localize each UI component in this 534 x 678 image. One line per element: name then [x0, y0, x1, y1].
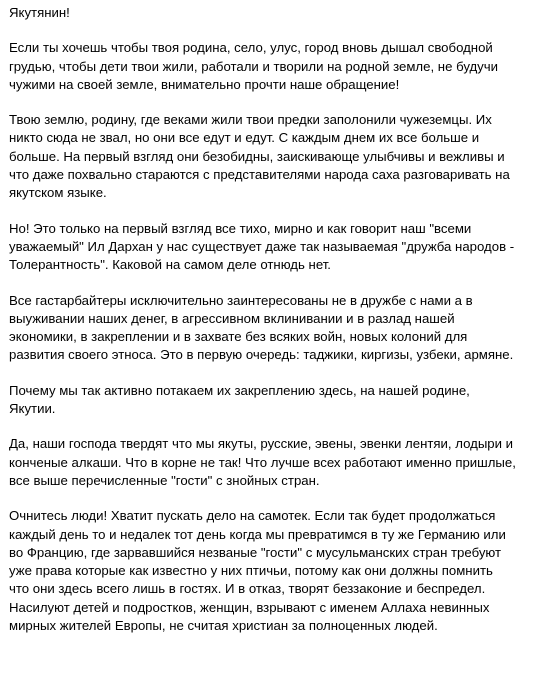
paragraph	[9, 111, 527, 202]
paragraph	[9, 39, 527, 94]
text-line: выуживании наших денег, в агрессивном вклинивании и в разлад нашей	[9, 310, 455, 326]
text-line: все выше перечисленные "гости" с знойных стран.	[9, 472, 320, 488]
text-line: Очнитесь люди! Хватит пускать дело на самотек. Если так будет продолжаться	[9, 508, 496, 524]
text-line: экономики, в закреплении и в захвате без всяких войн, новых колоний для	[9, 329, 468, 345]
text-line: Твою землю, родину, где веками жили твои предки заполонили чужеземцы. Их	[9, 112, 492, 128]
text-line: Все гастарбайтеры исключительно заинтересованы не в дружбе с нами а в	[9, 292, 473, 308]
text-line: уважаемый" Ил Дархан у нас существует даже так называемая "дружба народов -	[9, 238, 515, 254]
text-line: развития своего этноса. Это в первую очередь: таджики, киргизы, узбеки, армяне.	[9, 347, 514, 363]
text-line: чужими на своей земле, внимательно прочти наше обращение!	[9, 76, 400, 92]
text-line: что они здесь всего лишь в гостях. И в отказ, творят беззаконие и беспредел.	[9, 581, 486, 597]
text-line: никто сюда не звал, но они все едут и едут. С каждым днем их все больше и	[9, 130, 480, 146]
text-line: Если ты хочешь чтобы твоя родина, село, улус, город вновь дышал свободной	[9, 40, 493, 56]
text-line: Но! Это только на первый взгляд все тихо, мирно и как говорит наш "всеми	[9, 220, 472, 236]
post-text	[9, 4, 527, 635]
text-line: Да, наши господа твердят что мы якуты, русские, эвены, эвенки лентяи, лодыри и	[9, 436, 514, 452]
paragraph	[9, 220, 527, 275]
paragraph	[9, 382, 527, 419]
text-line: каждый день то и недалек тот день когда мы превратимся в ту же Германию или	[9, 526, 506, 542]
paragraph-greeting	[9, 4, 527, 22]
text-line: Толерантность". Каковой на самом деле отнюдь нет.	[9, 257, 331, 273]
text-line: Насилуют детей и подростков, женщин, взрывают с именем Аллаха невинных	[9, 599, 490, 615]
text-line: уже права которые как известно у них птичьи, потому как они должны помнить	[9, 563, 493, 579]
paragraph	[9, 292, 527, 365]
text-line: мирных жителей Европы, не считая христиан за полноценных людей.	[9, 618, 438, 634]
paragraph	[9, 435, 527, 490]
text-line: грудью, чтобы дети твои жили, работали и творили на родной земле, не будучи	[9, 58, 499, 74]
text-line: Якутии.	[9, 401, 56, 417]
text-line: конченые алкаши. Что в корне не так! Что лучше всех работают именно пришлые,	[9, 454, 516, 470]
text-line: что даже похвально стараются с представителями народа саха разговаривать на	[9, 167, 510, 183]
paragraph	[9, 507, 527, 635]
text-line: больше. На первый взгляд они безобидны, заискивающе улыбчивы и вежливы и	[9, 148, 505, 164]
text-line: якутском языке.	[9, 185, 107, 201]
text-line: Почему мы так активно потакаем их закреплению здесь, на нашей родине,	[9, 382, 470, 398]
text-line: Якутянин!	[9, 5, 70, 20]
text-line: во Францию, где зарвавшийся незваные "гости" с мусульманских стран требуют	[9, 544, 502, 560]
